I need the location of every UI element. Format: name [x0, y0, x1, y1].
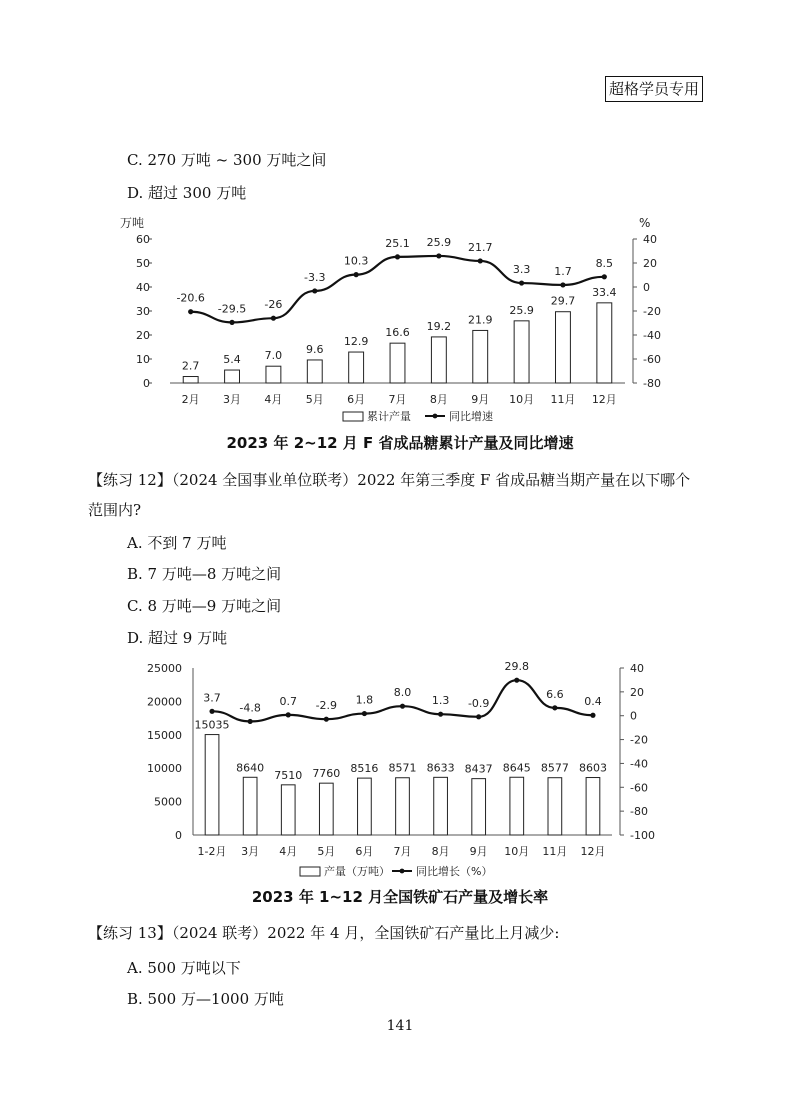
growth-point: [590, 713, 595, 718]
bar-value-label: 29.7: [550, 294, 576, 308]
bar: [266, 366, 281, 383]
bar: [307, 360, 322, 383]
x-axis-category-label: 12月: [591, 393, 617, 406]
practice12-question: 【练习 12】（2024 全国事业单位联考）2022 年第三季度 F 省成品糖当期产量在以下哪个: [88, 471, 691, 489]
practice12-question-cont: 范围内?: [88, 501, 142, 519]
growth-point: [362, 711, 367, 716]
right-axis-tick-label: 0: [643, 281, 650, 294]
growth-value-label: -20.6: [176, 291, 205, 305]
bar-value-label: 15035: [194, 718, 230, 732]
growth-value-label: -4.8: [239, 701, 261, 715]
right-axis-tick-label: -60: [643, 353, 661, 366]
x-axis-category-label: 12月: [580, 845, 606, 858]
bar-value-label: 12.9: [343, 335, 369, 349]
growth-value-label: -26: [264, 298, 283, 312]
right-axis-tick-label: -40: [630, 757, 648, 771]
growth-value-label: -3.3: [304, 270, 326, 284]
x-axis-category-label: 6月: [355, 845, 374, 858]
legend-line-marker: [433, 414, 438, 419]
x-axis-category-label: 1-2月: [197, 845, 227, 858]
bar: [396, 778, 410, 835]
growth-value-label: 10.3: [343, 254, 369, 268]
growth-value-label: 1.7: [554, 264, 572, 278]
bar-value-label: 7.0: [264, 349, 283, 363]
practice13-option-a: A. 500 万吨以下: [127, 959, 241, 977]
growth-point: [209, 709, 214, 714]
left-axis-tick-label: 10000: [147, 762, 182, 776]
right-axis-tick-label: -60: [630, 781, 648, 795]
bar: [225, 370, 240, 383]
legend-line-marker: [400, 869, 405, 874]
x-axis-category-label: 5月: [317, 845, 336, 858]
bar-value-label: 8633: [426, 761, 455, 775]
page-number: 141: [386, 1018, 414, 1034]
bar-value-label: 8437: [464, 762, 493, 776]
sugar-production-chart: [0, 212, 800, 423]
left-axis-tick-label: 50: [136, 257, 150, 270]
bar-value-label: 2.7: [181, 359, 200, 373]
left-axis-tick-label: 5000: [154, 795, 182, 809]
left-axis-tick-label: 10: [136, 353, 150, 366]
x-axis-category-label: 3月: [241, 845, 260, 858]
legend-bar-swatch: [300, 867, 320, 876]
x-axis-category-label: 6月: [347, 393, 366, 406]
growth-value-label: 21.7: [467, 240, 493, 254]
right-axis-tick-label: -80: [643, 377, 661, 390]
practice12-option-d: D. 超过 9 万吨: [127, 629, 228, 647]
x-axis-category-label: 7月: [393, 845, 412, 858]
growth-point: [436, 253, 441, 258]
growth-point: [354, 272, 359, 277]
growth-point: [271, 316, 276, 321]
growth-value-label: 8.0: [393, 686, 412, 700]
right-axis-tick-label: 40: [630, 662, 644, 675]
option-d-line: D. 超过 300 万吨: [127, 184, 247, 202]
left-axis-tick-label: 0: [175, 829, 182, 842]
growth-point: [229, 320, 234, 325]
growth-value-label: 29.8: [504, 660, 530, 674]
left-axis-tick-label: 40: [136, 281, 150, 294]
left-axis-tick-label: 60: [136, 233, 150, 246]
growth-point: [324, 717, 329, 722]
bar: [349, 352, 364, 383]
bar: [472, 779, 486, 835]
growth-value-label: 3.7: [203, 691, 221, 705]
bar-value-label: 5.4: [223, 353, 241, 367]
bar: [390, 343, 405, 383]
bar: [243, 777, 257, 835]
growth-line: [191, 256, 605, 322]
left-axis-tick-label: 20000: [147, 695, 182, 709]
bar-value-label: 8640: [236, 761, 265, 775]
growth-value-label: 6.6: [546, 687, 564, 701]
growth-point: [602, 274, 607, 279]
bar: [434, 777, 448, 835]
growth-value-label: -29.5: [217, 302, 247, 316]
growth-point: [519, 280, 524, 285]
bar: [586, 778, 600, 835]
bar: [183, 377, 198, 383]
x-axis-category-label: 8月: [429, 393, 448, 406]
practice12-option-b: B. 7 万吨—8 万吨之间: [127, 565, 282, 583]
bar: [597, 303, 612, 383]
practice13-option-b: B. 500 万—1000 万吨: [127, 990, 284, 1008]
bar: [205, 735, 219, 835]
right-axis-tick-label: -20: [630, 733, 648, 747]
right-axis-tick-label: 20: [643, 257, 657, 270]
growth-value-label: 0.4: [584, 695, 602, 709]
left-axis-tick-label: 25000: [147, 662, 182, 675]
bar: [473, 330, 488, 383]
growth-point: [312, 288, 317, 293]
right-axis-tick-label: 20: [630, 685, 644, 699]
x-axis-category-label: 9月: [469, 845, 488, 858]
growth-value-label: 25.1: [385, 236, 410, 250]
bar-value-label: 7510: [274, 768, 303, 782]
practice13-question: 【练习 13】（2024 联考）2022 年 4 月，全国铁矿石产量比上月减少:: [88, 924, 560, 942]
bar: [548, 778, 562, 835]
iron-ore-chart: [0, 658, 800, 883]
x-axis-category-label: 7月: [388, 393, 407, 406]
legend-bar-swatch: [343, 412, 363, 421]
growth-point: [476, 714, 481, 719]
bar-value-label: 25.9: [509, 303, 534, 317]
x-axis-category-label: 11月: [542, 845, 568, 858]
growth-point: [478, 258, 483, 263]
growth-point: [514, 678, 519, 683]
right-axis-tick-label: 40: [643, 233, 657, 246]
growth-value-label: 8.5: [595, 256, 614, 270]
bar-value-label: 9.6: [306, 342, 324, 356]
right-axis-tick-label: -100: [630, 829, 655, 842]
chart1-caption: 2023 年 2~12 月 F 省成品糖累计产量及同比增速: [226, 434, 574, 452]
bar-value-label: 8571: [388, 761, 417, 775]
right-axis-tick-label: -80: [630, 805, 648, 819]
x-axis-category-label: 9月: [471, 393, 490, 406]
bar: [281, 785, 295, 835]
growth-value-label: 1.8: [355, 693, 374, 707]
bar-value-label: 8577: [540, 761, 569, 775]
legend-line-label: 同比增速: [449, 410, 493, 423]
legend-line-label: 同比增长（%）: [416, 865, 493, 878]
growth-value-label: 0.7: [279, 694, 297, 708]
practice12-option-a: A. 不到 7 万吨: [127, 534, 227, 552]
bar-value-label: 21.9: [467, 313, 493, 327]
x-axis-category-label: 2月: [181, 393, 200, 406]
practice12-option-c: C. 8 万吨—9 万吨之间: [127, 597, 282, 615]
left-axis-tick-label: 15000: [147, 728, 182, 742]
growth-point: [248, 719, 253, 724]
left-axis-unit: 万吨: [120, 216, 145, 230]
bar-value-label: 19.2: [426, 319, 452, 333]
x-axis-category-label: 8月: [431, 845, 450, 858]
bar-value-label: 7760: [312, 767, 341, 781]
x-axis-category-label: 4月: [264, 393, 283, 406]
growth-point: [552, 705, 557, 710]
right-axis-tick-label: 0: [630, 709, 637, 723]
legend-bar-label: 产量（万吨）: [324, 865, 390, 878]
member-only-badge: 超格学员专用: [605, 76, 703, 102]
x-axis-category-label: 5月: [305, 393, 324, 406]
growth-point: [395, 254, 400, 259]
right-axis-tick-label: -40: [643, 329, 661, 342]
bar-value-label: 16.6: [385, 326, 410, 340]
bar: [514, 321, 529, 383]
right-axis-unit: %: [639, 216, 651, 230]
chart2-caption: 2023 年 1~12 月全国铁矿石产量及增长率: [251, 888, 549, 906]
right-axis-tick-label: -20: [643, 305, 661, 318]
bar: [431, 337, 446, 383]
left-axis-tick-label: 20: [136, 329, 150, 342]
left-axis-tick-label: 30: [136, 305, 150, 318]
bar-value-label: 8645: [502, 761, 531, 775]
growth-value-label: -0.9: [467, 696, 490, 710]
growth-point: [188, 309, 193, 314]
x-axis-category-label: 4月: [279, 845, 298, 858]
legend-bar-label: 累计产量: [367, 410, 411, 423]
growth-point: [560, 282, 565, 287]
growth-point: [286, 712, 291, 717]
x-axis-category-label: 10月: [504, 845, 530, 858]
growth-value-label: 25.9: [426, 235, 452, 249]
growth-point: [400, 704, 405, 709]
x-axis-category-label: 11月: [550, 393, 576, 406]
bar: [358, 778, 372, 835]
growth-value-label: -2.9: [315, 699, 338, 713]
bar: [319, 783, 333, 835]
growth-value-label: 3.3: [512, 263, 531, 277]
x-axis-category-label: 10月: [509, 393, 535, 406]
option-c-line: C. 270 万吨 ~ 300 万吨之间: [127, 151, 327, 169]
bar-value-label: 33.4: [592, 285, 617, 299]
growth-value-label: 1.3: [431, 694, 450, 708]
bar-value-label: 8516: [350, 762, 379, 776]
bar-value-label: 8603: [578, 761, 607, 775]
bar: [556, 312, 571, 383]
x-axis-category-label: 3月: [223, 393, 242, 406]
bar: [510, 777, 524, 835]
left-axis-tick-label: 0: [143, 377, 150, 390]
growth-point: [438, 712, 443, 717]
